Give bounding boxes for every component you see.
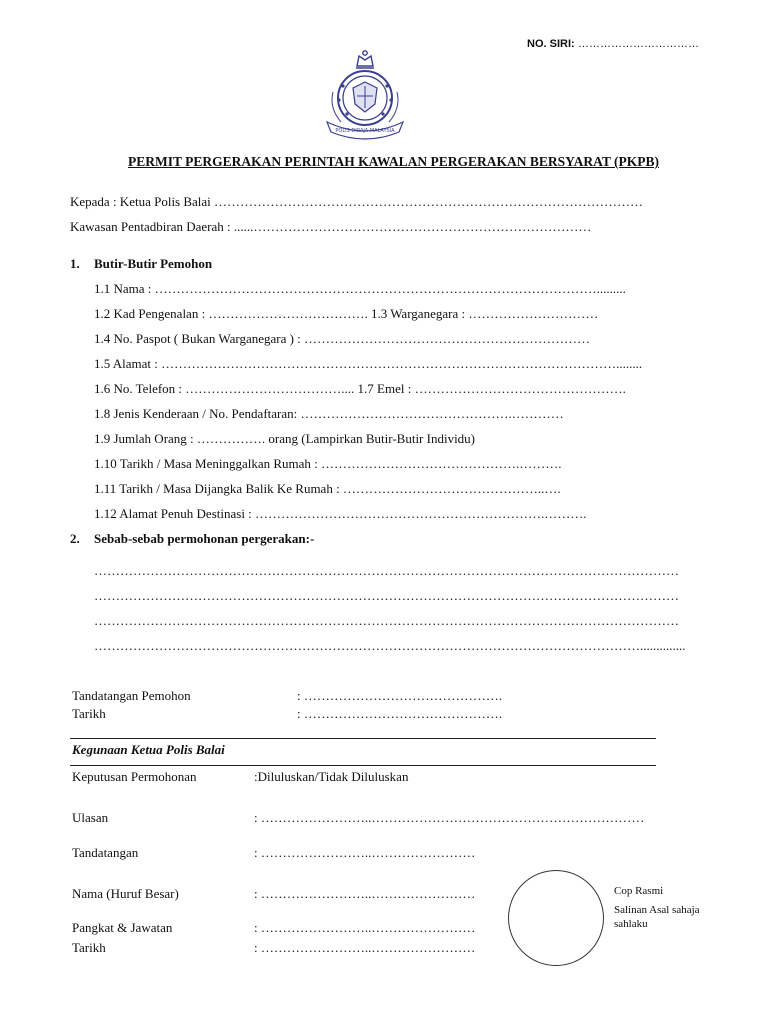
field-no-telefon: 1.6 No. Telefon : ……………………………….... 1.7 Emel : …………………………………………. [94, 381, 626, 396]
stamp-note-line2: sahlaku [614, 918, 648, 930]
decision-value: :Diluluskan/Tidak Diluluskan [254, 769, 409, 784]
logo-banner-text: POLIS DIRAJA MALAYSIA [335, 128, 395, 134]
reason-line: ……………………………………………………………………………………………………………………… [94, 613, 679, 628]
field-jenis-kenderaan: 1.8 Jenis Kenderaan / No. Pendaftaran: ………………………………………….………… [94, 406, 564, 421]
field-jumlah-orang: 1.9 Jumlah Orang : ……………. orang (Lampirkan Butir-Butir Individu) [94, 431, 476, 446]
reason-line: ……………………………………………………………………………………………………………………… [94, 563, 679, 578]
decision-label: Keputusan Permohonan [72, 769, 197, 784]
rank-value: : ……………………..…………………… [254, 920, 476, 935]
applicant-sign-value: : ………………………………………. [297, 688, 503, 703]
addressee-district-line: Kawasan Pentadbiran Daerah : ......…………………………………………………………………… [70, 219, 592, 234]
official-date-label: Tarikh [72, 940, 106, 955]
remarks-value: : ……………………..……………………………………………………… [254, 810, 645, 825]
name-value: : ……………………..…………………… [254, 886, 476, 901]
serial-dots: …………………………… [578, 38, 699, 50]
reason-line: ……………………………………………………………………………………………………………………… [94, 588, 679, 603]
field-tarikh-meninggalkan: 1.10 Tarikh / Masa Meninggalkan Rumah : ……………………………………….………. [94, 456, 562, 471]
divider-top [70, 738, 656, 739]
official-date-value: : ……………………..…………………… [254, 940, 476, 955]
divider-bottom [70, 765, 656, 766]
field-kad-pengenalan: 1.2 Kad Pengenalan : ………………………………. 1.3 Warganegara : ………………………… [94, 306, 599, 321]
addressee-to-line: Kepada : Ketua Polis Balai ……………………………………………………………………………………… [70, 194, 644, 209]
field-tarikh-balik: 1.11 Tarikh / Masa Dijangka Balik Ke Rumah : ………………………………………..…. [94, 481, 561, 496]
rank-label: Pangkat & Jawatan [72, 920, 173, 935]
signature-label: Tandatangan [72, 845, 139, 860]
field-nama: 1.1 Nama : …………………………………………………………………………………………......... [94, 281, 626, 296]
remarks-label: Ulasan [72, 810, 109, 825]
field-no-paspot: 1.4 No. Paspot ( Bukan Warganegara ) : ………………………………………………………… [94, 331, 591, 346]
police-crest-logo [319, 48, 411, 142]
official-heading: Kegunaan Ketua Polis Balai [72, 742, 225, 757]
section1-number: 1. [70, 256, 80, 271]
applicant-date-value: : ………………………………………. [297, 706, 503, 721]
section2-heading: Sebab-sebab permohonan pergerakan:- [94, 531, 315, 546]
field-alamat: 1.5 Alamat : ……………………………………………………………………………………………........ [94, 356, 643, 371]
official-stamp-circle [508, 870, 604, 966]
applicant-sign-label: Tandatangan Pemohon [72, 688, 191, 703]
signature-value: : ……………………..…………………… [254, 845, 476, 860]
reason-line: ……………………………………………………………………………………………………………….............. [94, 638, 686, 653]
applicant-date-label: Tarikh [72, 706, 106, 721]
page-title: PERMIT PERGERAKAN PERINTAH KAWALAN PERGERAKAN BERSYARAT (PKPB) [128, 154, 660, 169]
stamp-note-line1: Salinan Asal sahaja [614, 904, 700, 916]
field-alamat-destinasi: 1.12 Alamat Penuh Destinasi : ………………………………………………………….………. [94, 506, 587, 521]
section2-number: 2. [70, 531, 80, 546]
stamp-label: Cop Rasmi [614, 885, 664, 897]
section1-heading: Butir-Butir Pemohon [94, 256, 213, 271]
name-label: Nama (Huruf Besar) [72, 886, 179, 901]
serial-label: NO. SIRI: [527, 38, 575, 50]
